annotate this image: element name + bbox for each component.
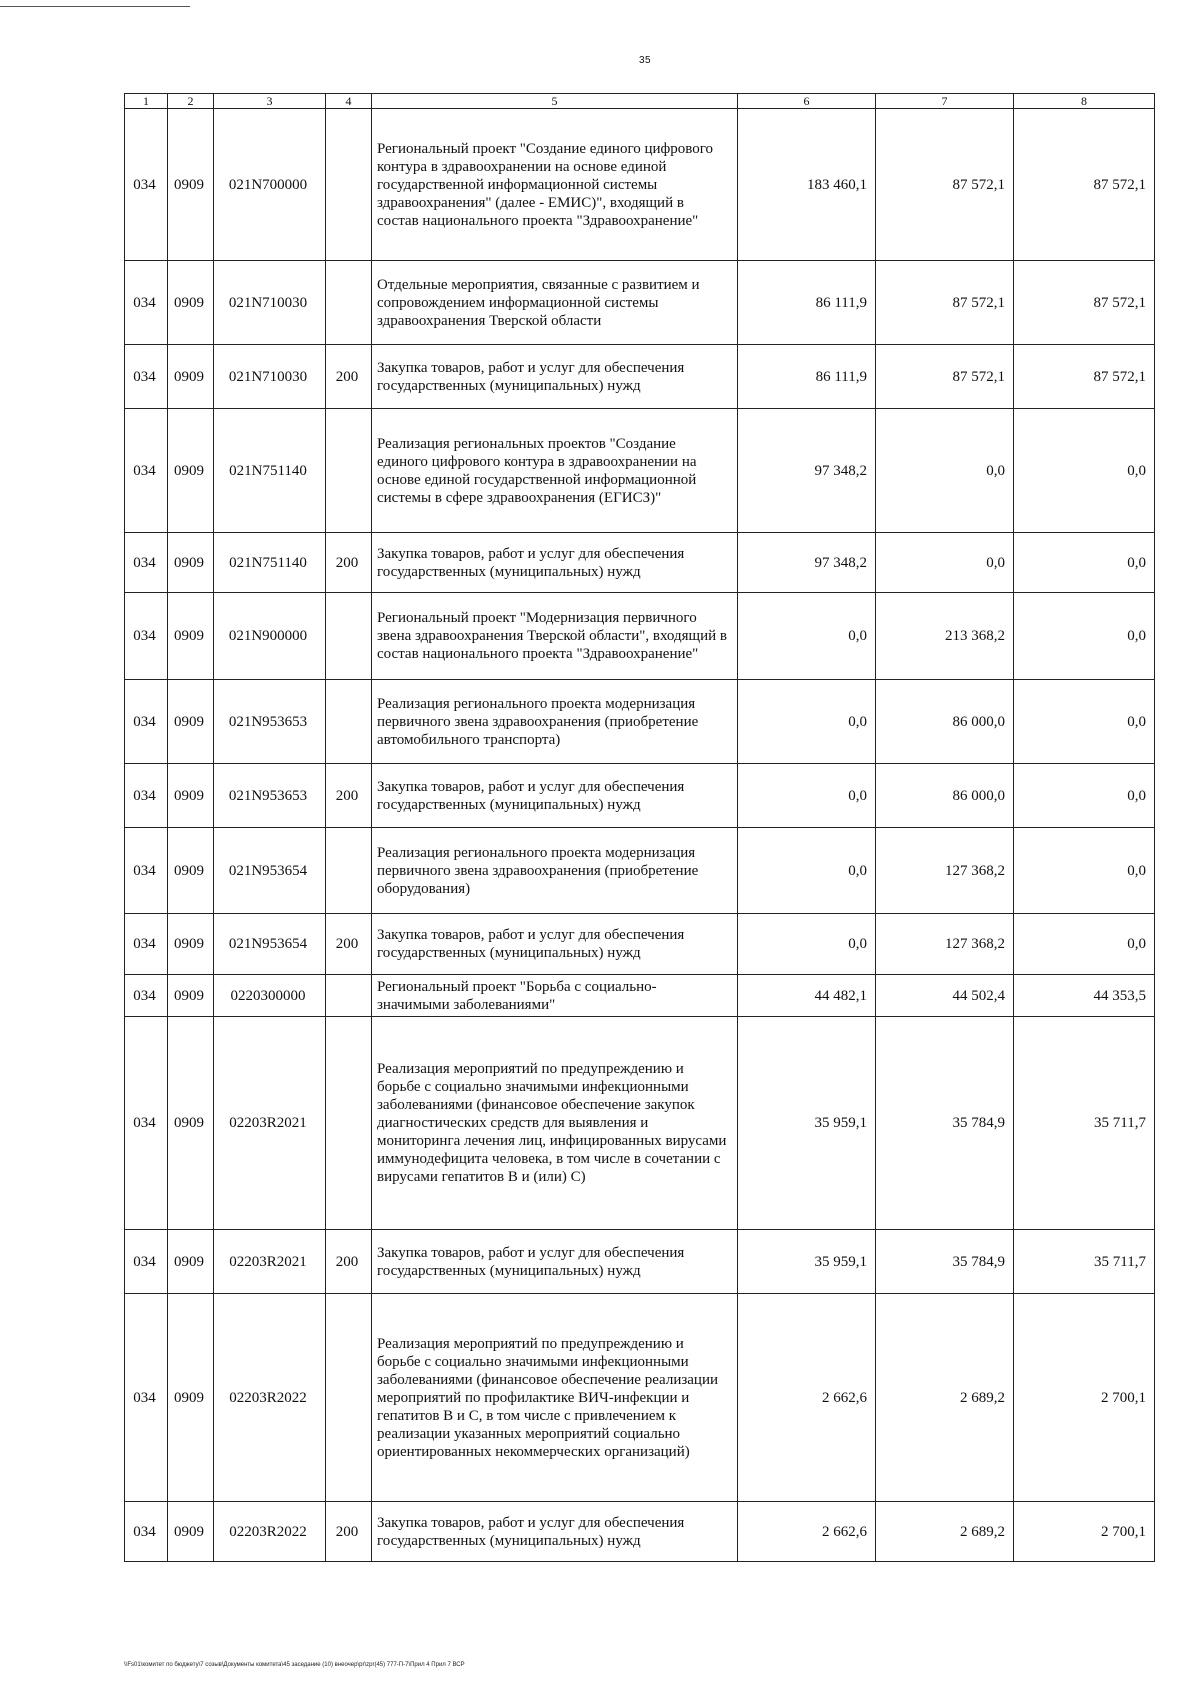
ministry-code: 034	[125, 533, 168, 593]
section-code: 0909	[168, 593, 214, 680]
expense-type-code: 200	[326, 533, 372, 593]
row-description: Реализация регионального проекта модернизация первичного звена здравоохранения (приобретение оборудования)	[372, 828, 738, 914]
expense-type-code	[326, 1017, 372, 1230]
amount-col-7: 87 572,1	[876, 261, 1014, 345]
footer-file-path: \\Fs01\комитет по бюджету\7 созыв\Документы комитета\45 заседание (10) внеочер\pr\zpr(45) 777-П-7\Прил 4 Прил 7 ВСР	[124, 1662, 465, 1668]
expense-type-code	[326, 593, 372, 680]
section-code: 0909	[168, 1230, 214, 1294]
amount-col-8: 0,0	[1014, 828, 1155, 914]
amount-col-7: 87 572,1	[876, 345, 1014, 409]
target-article-code: 02203R2021	[214, 1017, 326, 1230]
amount-col-7: 86 000,0	[876, 680, 1014, 764]
amount-col-6: 0,0	[738, 680, 876, 764]
row-description: Закупка товаров, работ и услуг для обеспечения государственных (муниципальных) нужд	[372, 1230, 738, 1294]
amount-col-6: 86 111,9	[738, 345, 876, 409]
table-row	[125, 1294, 1155, 1502]
table-row	[125, 533, 1155, 593]
expense-type-code	[326, 975, 372, 1017]
target-article-code: 021N710030	[214, 345, 326, 409]
amount-col-8: 2 700,1	[1014, 1502, 1155, 1562]
amount-col-6: 44 482,1	[738, 975, 876, 1017]
expense-type-code	[326, 261, 372, 345]
expense-type-code: 200	[326, 1502, 372, 1562]
ministry-code: 034	[125, 109, 168, 261]
column-number: 2	[168, 94, 214, 109]
row-description: Реализация региональных проектов "Создание единого цифрового контура в здравоохранении на основе единой государственной информационной системы в сфере здравоохранения (ЕГИСЗ)"	[372, 409, 738, 533]
target-article-code: 021N953654	[214, 914, 326, 975]
table-row	[125, 261, 1155, 345]
amount-col-7: 87 572,1	[876, 109, 1014, 261]
target-article-code: 02203R2021	[214, 1230, 326, 1294]
section-code: 0909	[168, 1294, 214, 1502]
ministry-code: 034	[125, 764, 168, 828]
section-code: 0909	[168, 109, 214, 261]
amount-col-7: 0,0	[876, 533, 1014, 593]
column-number-row	[125, 94, 1155, 109]
amount-col-6: 2 662,6	[738, 1294, 876, 1502]
amount-col-7: 0,0	[876, 409, 1014, 533]
ministry-code: 034	[125, 975, 168, 1017]
row-description: Закупка товаров, работ и услуг для обеспечения государственных (муниципальных) нужд	[372, 764, 738, 828]
ministry-code: 034	[125, 409, 168, 533]
amount-col-8: 87 572,1	[1014, 345, 1155, 409]
table-row	[125, 764, 1155, 828]
target-article-code: 021N751140	[214, 409, 326, 533]
table-row	[125, 345, 1155, 409]
amount-col-8: 0,0	[1014, 593, 1155, 680]
amount-col-8: 0,0	[1014, 914, 1155, 975]
expense-type-code: 200	[326, 914, 372, 975]
row-description: Региональный проект "Создание единого цифрового контура в здравоохранении на основе единой государственной информационной системы здравоохранения" (далее - ЕМИС)", входящий в состав национального проекта "Здравоохранение"	[372, 109, 738, 261]
column-number: 5	[372, 94, 738, 109]
section-code: 0909	[168, 533, 214, 593]
target-article-code: 021N751140	[214, 533, 326, 593]
section-code: 0909	[168, 409, 214, 533]
amount-col-6: 35 959,1	[738, 1230, 876, 1294]
section-code: 0909	[168, 914, 214, 975]
amount-col-6: 97 348,2	[738, 533, 876, 593]
amount-col-8: 2 700,1	[1014, 1294, 1155, 1502]
table-row	[125, 975, 1155, 1017]
ministry-code: 034	[125, 914, 168, 975]
table-row	[125, 593, 1155, 680]
table-row	[125, 1230, 1155, 1294]
expense-type-code	[326, 680, 372, 764]
amount-col-8: 87 572,1	[1014, 261, 1155, 345]
amount-col-6: 2 662,6	[738, 1502, 876, 1562]
row-description: Закупка товаров, работ и услуг для обеспечения государственных (муниципальных) нужд	[372, 533, 738, 593]
table-row	[125, 680, 1155, 764]
column-number: 1	[125, 94, 168, 109]
target-article-code: 021N953653	[214, 680, 326, 764]
section-code: 0909	[168, 680, 214, 764]
amount-col-7: 127 368,2	[876, 914, 1014, 975]
amount-col-7: 2 689,2	[876, 1294, 1014, 1502]
ministry-code: 034	[125, 1502, 168, 1562]
row-description: Региональный проект "Модернизация первичного звена здравоохранения Тверской области", входящий в состав национального проекта "Здравоохранение"	[372, 593, 738, 680]
amount-col-8: 87 572,1	[1014, 109, 1155, 261]
row-description: Региональный проект "Борьба с социально-значимыми заболеваниями"	[372, 975, 738, 1017]
amount-col-6: 0,0	[738, 593, 876, 680]
table-row	[125, 1502, 1155, 1562]
scan-artifact-line	[0, 6, 190, 7]
amount-col-8: 0,0	[1014, 764, 1155, 828]
target-article-code: 0220300000	[214, 975, 326, 1017]
amount-col-7: 44 502,4	[876, 975, 1014, 1017]
amount-col-7: 35 784,9	[876, 1230, 1014, 1294]
expense-type-code	[326, 1294, 372, 1502]
amount-col-6: 35 959,1	[738, 1017, 876, 1230]
amount-col-6: 0,0	[738, 764, 876, 828]
row-description: Реализация мероприятий по предупреждению и борьбе с социально значимыми инфекционными заболеваниями (финансовое обеспечение закупок диагностических средств для выявления и мониторинга лечения лиц, инфицированных вирусами иммунодефицита человека, в том числе в сочетании с вирусами гепатитов В и (или) С)	[372, 1017, 738, 1230]
amount-col-8: 0,0	[1014, 680, 1155, 764]
expense-type-code: 200	[326, 345, 372, 409]
target-article-code: 021N953653	[214, 764, 326, 828]
target-article-code: 021N900000	[214, 593, 326, 680]
amount-col-6: 97 348,2	[738, 409, 876, 533]
table-row	[125, 109, 1155, 261]
table-row	[125, 1017, 1155, 1230]
ministry-code: 034	[125, 345, 168, 409]
column-number: 3	[214, 94, 326, 109]
amount-col-7: 213 368,2	[876, 593, 1014, 680]
section-code: 0909	[168, 261, 214, 345]
section-code: 0909	[168, 1502, 214, 1562]
target-article-code: 021N710030	[214, 261, 326, 345]
expense-type-code	[326, 828, 372, 914]
section-code: 0909	[168, 828, 214, 914]
section-code: 0909	[168, 1017, 214, 1230]
amount-col-8: 35 711,7	[1014, 1017, 1155, 1230]
column-number: 8	[1014, 94, 1155, 109]
amount-col-7: 86 000,0	[876, 764, 1014, 828]
ministry-code: 034	[125, 680, 168, 764]
row-description: Реализация мероприятий по предупреждению и борьбе с социально значимыми инфекционными заболеваниями (финансовое обеспечение реализации мероприятий по профилактике ВИЧ-инфекции и гепатитов В и С, в том числе с привлечением к реализации указанных мероприятий социально ориентированных некоммерческих организаций)	[372, 1294, 738, 1502]
page-number: 35	[638, 55, 652, 66]
table-row	[125, 914, 1155, 975]
budget-table	[124, 93, 1155, 1562]
table-row	[125, 828, 1155, 914]
target-article-code: 02203R2022	[214, 1502, 326, 1562]
ministry-code: 034	[125, 1230, 168, 1294]
ministry-code: 034	[125, 1017, 168, 1230]
amount-col-8: 0,0	[1014, 533, 1155, 593]
amount-col-7: 2 689,2	[876, 1502, 1014, 1562]
target-article-code: 02203R2022	[214, 1294, 326, 1502]
amount-col-6: 183 460,1	[738, 109, 876, 261]
section-code: 0909	[168, 764, 214, 828]
target-article-code: 021N700000	[214, 109, 326, 261]
expense-type-code	[326, 109, 372, 261]
expense-type-code	[326, 409, 372, 533]
ministry-code: 034	[125, 828, 168, 914]
amount-col-6: 86 111,9	[738, 261, 876, 345]
row-description: Отдельные мероприятия, связанные с развитием и сопровождением информационной системы здравоохранения Тверской области	[372, 261, 738, 345]
expense-type-code: 200	[326, 1230, 372, 1294]
row-description: Реализация регионального проекта модернизация первичного звена здравоохранения (приобретение автомобильного транспорта)	[372, 680, 738, 764]
amount-col-7: 127 368,2	[876, 828, 1014, 914]
row-description: Закупка товаров, работ и услуг для обеспечения государственных (муниципальных) нужд	[372, 914, 738, 975]
column-number: 7	[876, 94, 1014, 109]
expense-type-code: 200	[326, 764, 372, 828]
amount-col-6: 0,0	[738, 828, 876, 914]
amount-col-7: 35 784,9	[876, 1017, 1014, 1230]
row-description: Закупка товаров, работ и услуг для обеспечения государственных (муниципальных) нужд	[372, 1502, 738, 1562]
amount-col-8: 0,0	[1014, 409, 1155, 533]
row-description: Закупка товаров, работ и услуг для обеспечения государственных (муниципальных) нужд	[372, 345, 738, 409]
amount-col-6: 0,0	[738, 914, 876, 975]
ministry-code: 034	[125, 1294, 168, 1502]
ministry-code: 034	[125, 593, 168, 680]
ministry-code: 034	[125, 261, 168, 345]
table-row	[125, 409, 1155, 533]
section-code: 0909	[168, 345, 214, 409]
amount-col-8: 44 353,5	[1014, 975, 1155, 1017]
amount-col-8: 35 711,7	[1014, 1230, 1155, 1294]
column-number: 6	[738, 94, 876, 109]
column-number: 4	[326, 94, 372, 109]
section-code: 0909	[168, 975, 214, 1017]
target-article-code: 021N953654	[214, 828, 326, 914]
